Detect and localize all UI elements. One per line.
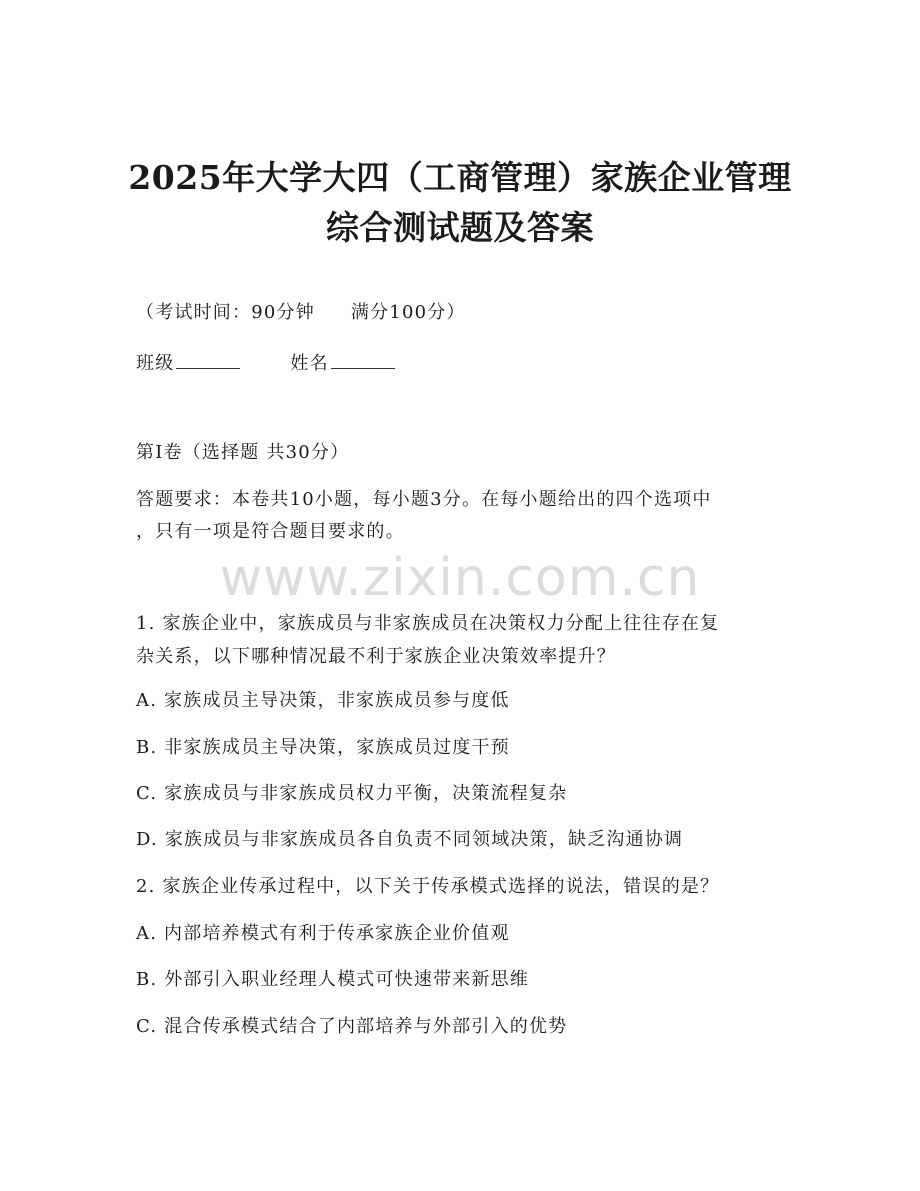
- name-label: 姓名: [290, 353, 329, 374]
- document-title-line-1: 2025年大学大四（工商管理）家族企业管理: [128, 158, 792, 197]
- question-1-stem-line-1: 1. 家族企业中，家族成员与非家族成员在决策权力分配上往往存在复: [136, 613, 720, 634]
- question-1-option-a: A. 家族成员主导决策，非家族成员参与度低: [136, 690, 510, 711]
- question-1-option-d: D. 家族成员与非家族成员各自负责不同领域决策，缺乏沟通协调: [136, 829, 684, 850]
- section-instructions-line-2: ，只有一项是符合题目要求的。: [136, 521, 405, 542]
- question-1-option-c: C. 家族成员与非家族成员权力平衡，决策流程复杂: [136, 783, 568, 804]
- student-fields: [136, 350, 395, 376]
- class-label: 班级: [136, 353, 175, 374]
- question-2-stem-line-1: 2. 家族企业传承过程中，以下关于传承模式选择的说法，错误的是？: [136, 876, 720, 897]
- name-blank: [331, 350, 395, 369]
- question-1-option-b: B. 非家族成员主导决策，家族成员过度干预: [136, 737, 510, 758]
- exam-score: 满分100分）: [350, 302, 466, 323]
- exam-info: [136, 301, 466, 325]
- section-heading: 第I卷（选择题 共30分）: [136, 442, 350, 463]
- question-2-option-c: C. 混合传承模式结合了内部培养与外部引入的优势: [136, 1016, 568, 1037]
- question-1-stem-line-2: 杂关系，以下哪种情况最不利于家族企业决策效率提升？: [136, 646, 616, 667]
- question-2-option-b: B. 外部引入职业经理人模式可快速带来新思维: [136, 969, 530, 990]
- watermark: www.zixin.com.cn: [219, 548, 701, 608]
- class-blank: [176, 350, 240, 369]
- document-title-line-2: 综合测试题及答案: [326, 208, 594, 247]
- question-2-option-a: A. 内部培养模式有利于传承家族企业价值观: [136, 923, 510, 944]
- exam-time: （考试时间：90分钟: [136, 302, 315, 323]
- section-instructions-line-1: 答题要求：本卷共10小题，每小题3分。在每小题给出的四个选项中: [136, 489, 712, 510]
